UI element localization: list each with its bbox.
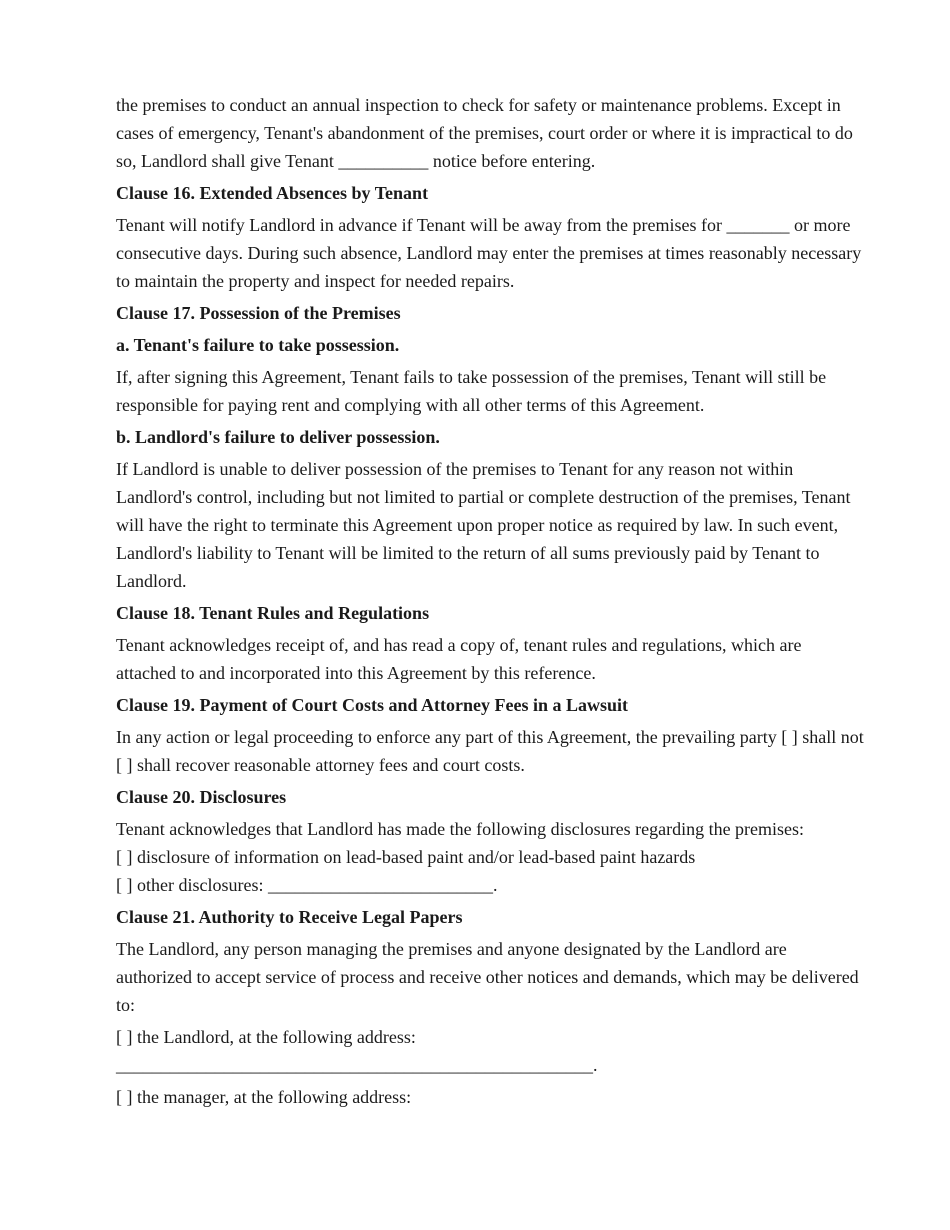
heading-clause-21: Clause 21. Authority to Receive Legal Papers [116,907,463,927]
paragraph-disclosures-intro: Tenant acknowledges that Landlord has made the following disclosures regarding the premises: [116,819,805,839]
paragraph-tenant-failure: If, after signing this Agreement, Tenant fails to take possession of the premises, Tenant will still be responsible for paying rent and complying with all other terms of this Agreement. [116,367,827,415]
paragraph-inspection-notice: the premises to conduct an annual inspection to check for safety or maintenance problems. Except in cases of emergency, Tenant's abandonment of the premises, court order or where it is impractical to do so, Landlord shall give Tenant __________ notice before entering. [116,95,853,171]
paragraph-court-costs: In any action or legal proceeding to enforce any part of this Agreement, the prevailing party [ ] shall not [ ] shall recover reasonable attorney fees and court costs. [116,727,864,775]
subheading-landlord-failure: b. Landlord's failure to deliver possession. [116,427,440,447]
paragraph-legal-papers: The Landlord, any person managing the premises and anyone designated by the Landlord are authorized to accept service of process and receive other notices and demands, which may be delivered to: [116,939,859,1015]
heading-clause-20: Clause 20. Disclosures [116,787,287,807]
paragraph-landlord-failure: If Landlord is unable to deliver possession of the premises to Tenant for any reason not within Landlord's control, including but not limited to partial or complete destruction of the premises, Tenant will have the right to terminate this Agreement upon proper notice as required by law. In such event, Landlord's liability to Tenant will be limited to the return of all sums previously paid by Tenant to Landlord. [116,459,851,591]
landlord-address-blank: _____________________________________________________. [116,1055,598,1075]
paragraph-rules-regulations: Tenant acknowledges receipt of, and has read a copy of, tenant rules and regulations, which are attached to and incorporated into this Agreement by this reference. [116,635,802,683]
paragraph-extended-absences: Tenant will notify Landlord in advance if Tenant will be away from the premises for _______ or more consecutive days. During such absence, Landlord may enter the premises at times reasonably necessary to maintain the property and inspect for needed repairs. [116,215,862,291]
checkbox-landlord-address: [ ] the Landlord, at the following address: [116,1027,416,1047]
heading-clause-19: Clause 19. Payment of Court Costs and Attorney Fees in a Lawsuit [116,695,628,715]
subheading-tenant-failure: a. Tenant's failure to take possession. [116,335,400,355]
checkbox-other-disclosures: [ ] other disclosures: _________________________. [116,875,498,895]
heading-clause-18: Clause 18. Tenant Rules and Regulations [116,603,430,623]
heading-clause-17: Clause 17. Possession of the Premises [116,303,401,323]
document-page [116,91,864,1111]
checkbox-manager-address: [ ] the manager, at the following address: [116,1087,412,1107]
heading-clause-16: Clause 16. Extended Absences by Tenant [116,183,429,203]
checkbox-lead-paint-disclosure: [ ] disclosure of information on lead-based paint and/or lead-based paint hazards [116,847,696,867]
